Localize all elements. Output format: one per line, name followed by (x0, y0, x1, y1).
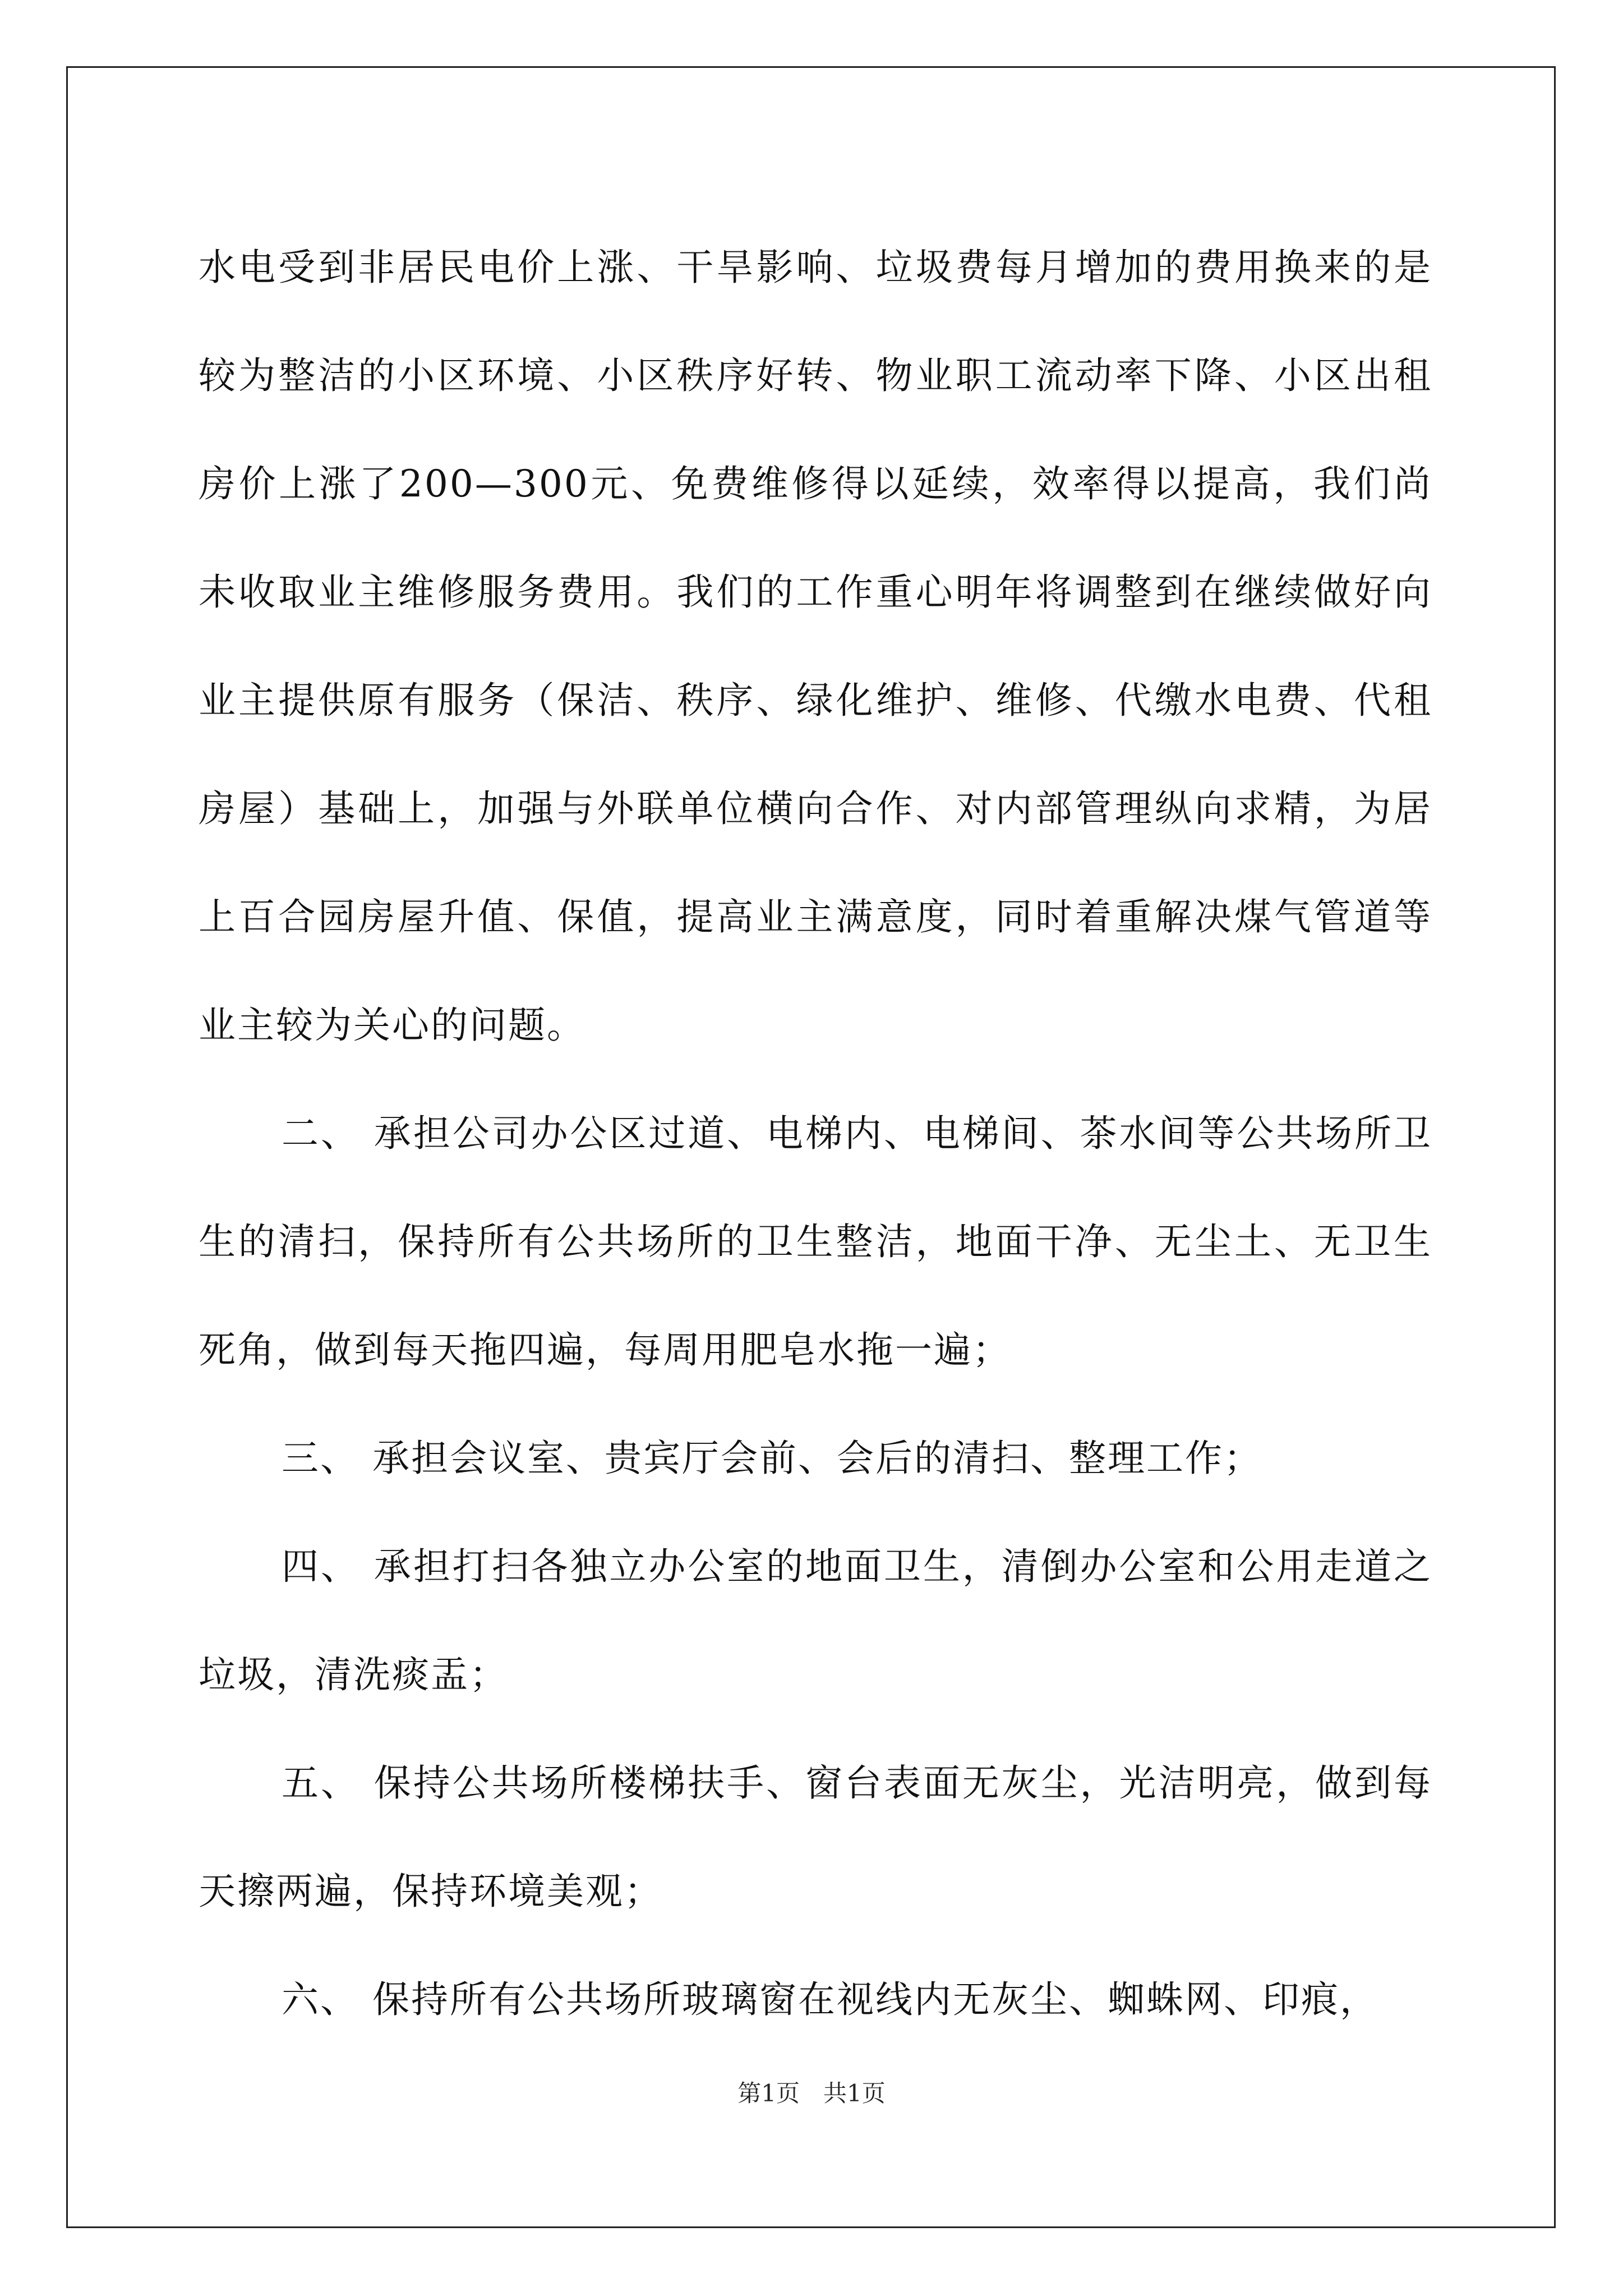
document-body (199, 213, 1432, 2054)
paragraph-6: 六、 保持所有公共场所玻璃窗在视线内无灰尘、蜘蛛网、印痕， (282, 1978, 1378, 2021)
page-number-footer: 第1页 共1页 (737, 2079, 886, 2107)
paragraph-4: 四、 承担打扫各独立办公室的地面卫生，清倒办公室和公用走道之垃圾，清洗痰盂； (199, 1545, 1432, 1696)
paragraph-2: 二、 承担公司办公区过道、电梯内、电梯间、茶水间等公共场所卫生的清扫，保持所有公共场所的卫生整洁，地面干净、无尘土、无卫生死角，做到每天拖四遍，每周用肥皂水拖一遍； (199, 1112, 1432, 1372)
paragraph-5: 五、 保持公共场所楼梯扶手、窗台表面无灰尘，光洁明亮，做到每天擦两遍，保持环境美观； (199, 1761, 1432, 1913)
paragraph-3: 三、 承担会议室、贵宾厅会前、会后的清扫、整理工作； (282, 1437, 1262, 1480)
paragraph-1: 水电受到非居民电价上涨、干旱影响、垃圾费每月增加的费用换来的是较为整洁的小区环境、小区秩序好转、物业职工流动率下降、小区出租房价上涨了200—300元、免费维修得以延续，效率得以提高，我们尚未收取业主维修服务费用。我们的工作重心明年将调整到在继续做好向业主提供原有服务（保洁、秩序、绿化维护、维修、代缴水电费、代租房屋）基础上，加强与外联单位横向合作、对内部管理纵向求精，为居上百合园房屋升值、保值，提高业主满意度，同时着重解决煤气管道等业主较为关心的问题。 (199, 246, 1432, 1047)
